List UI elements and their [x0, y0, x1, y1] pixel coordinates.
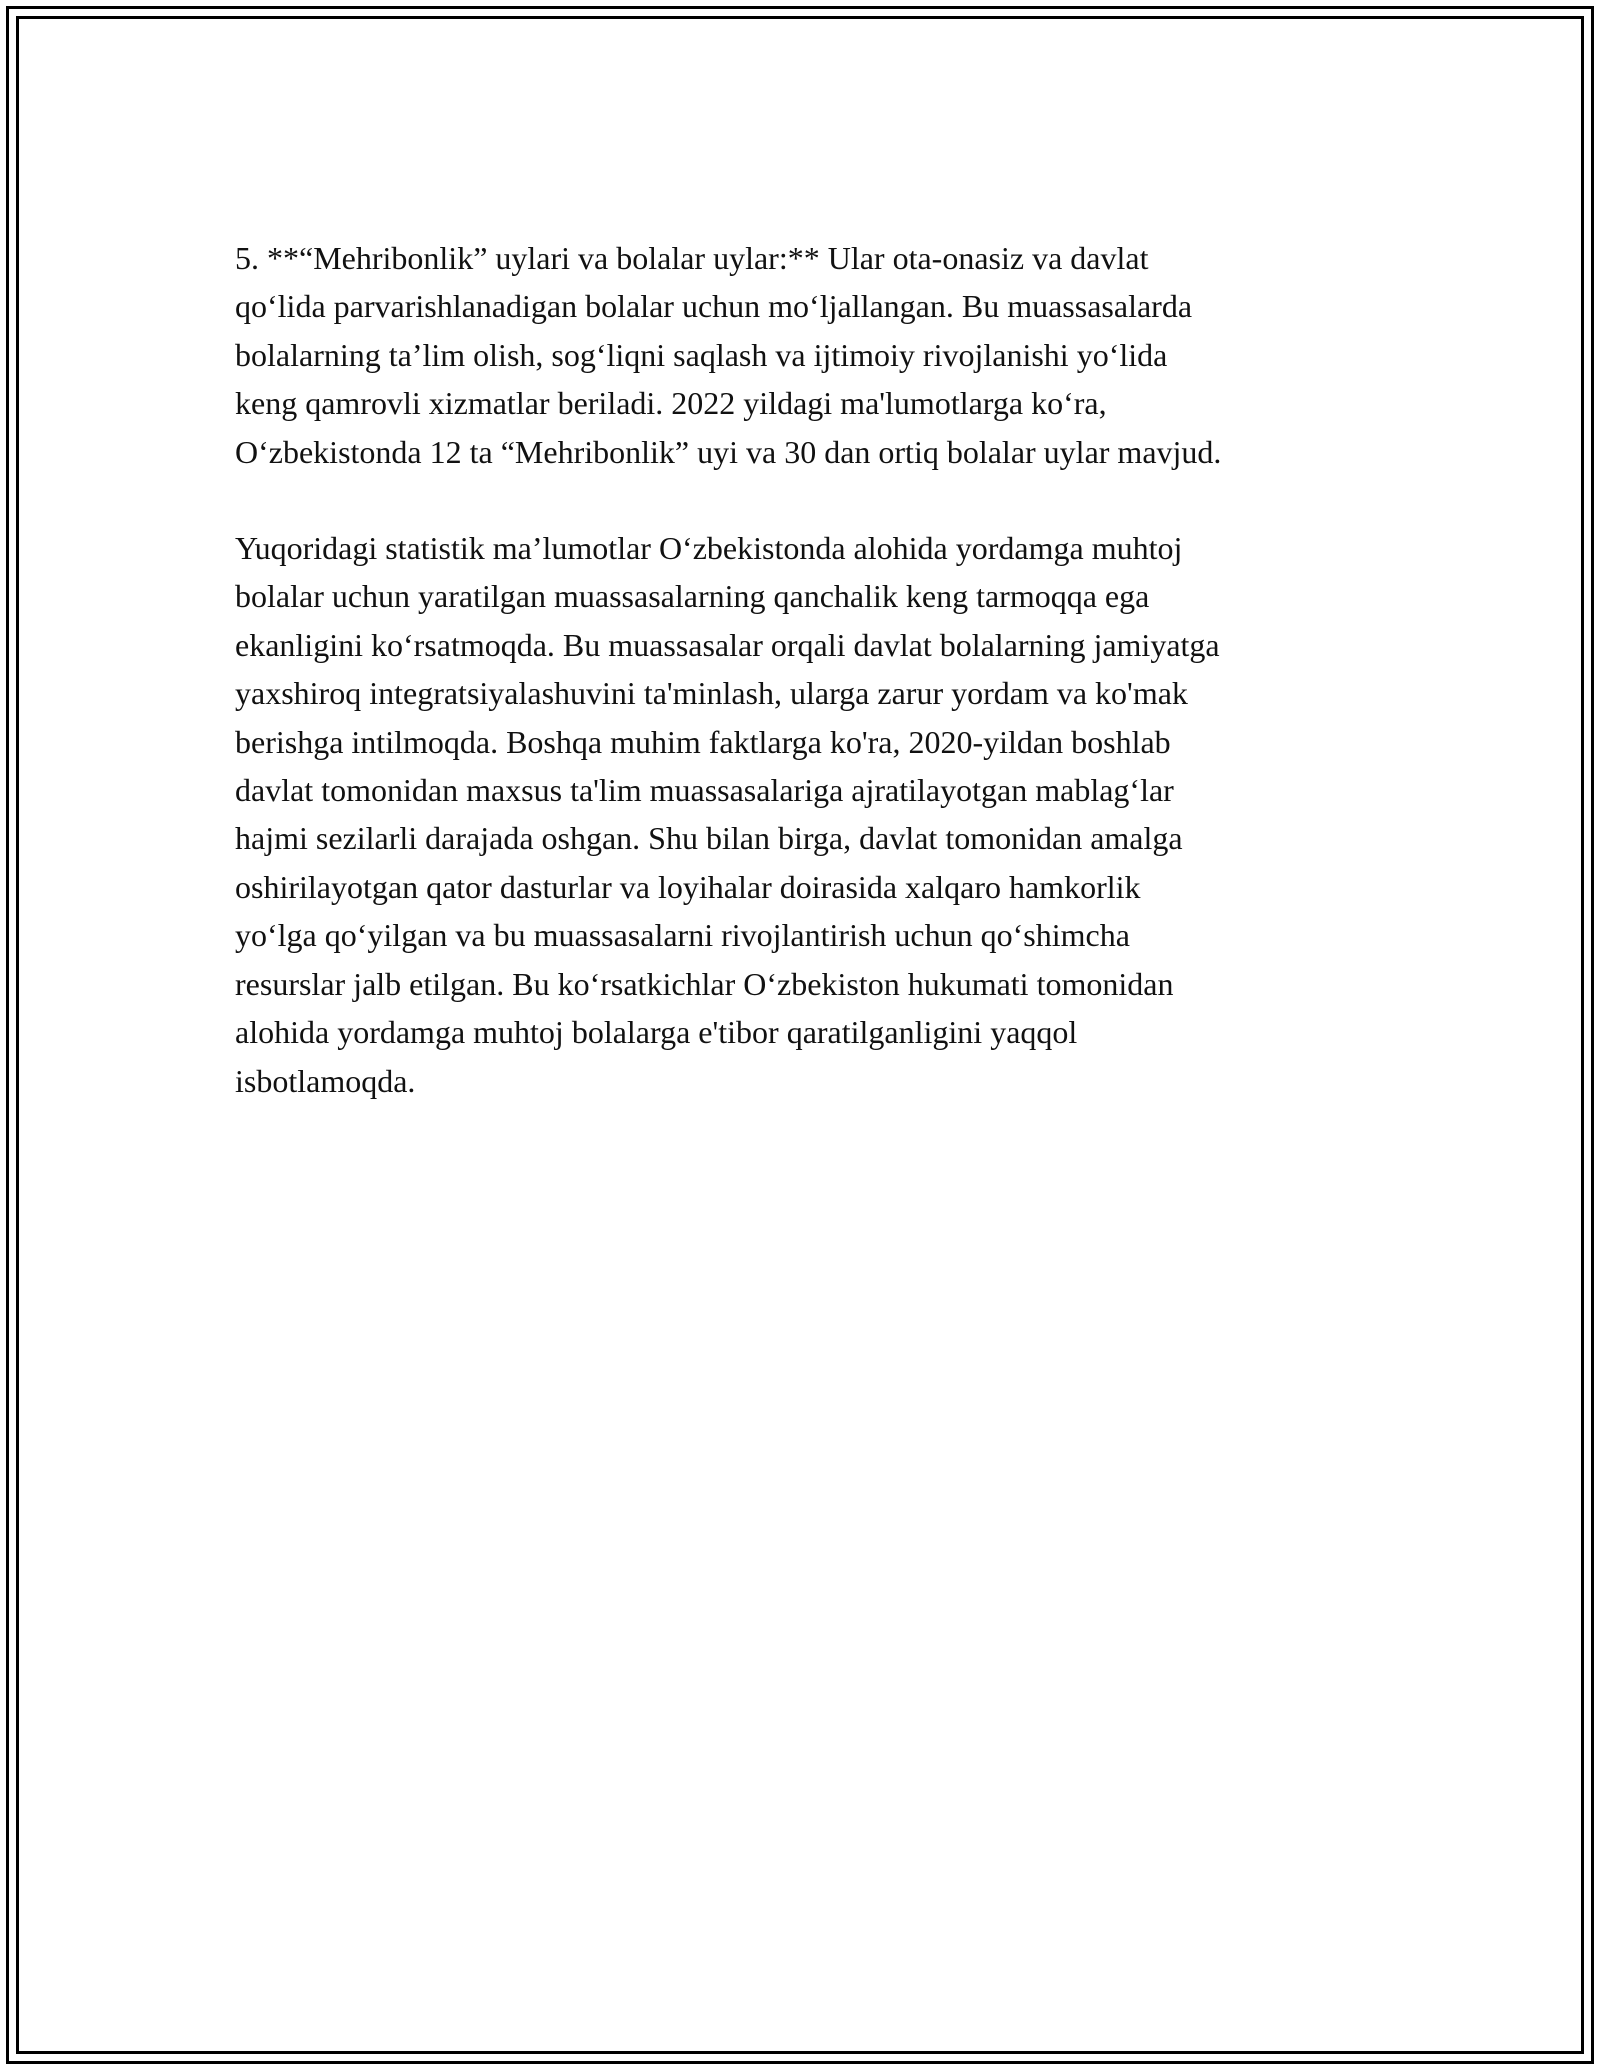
document-body: [235, 234, 1395, 1105]
paragraph-mehribonlik-homes: 5. **“Mehribonlik” uylari va bolalar uylar:** Ular ota-onasiz va davlat qo‘lida parvarishlanadigan bolalar uchun mo‘ljallangan. Bu muassasalarda bolalarning ta’lim olish, sog‘liqni saqlash va ijtimoiy rivojlanishi yo‘lida keng qamrovli xizmatlar beriladi. 2022 yildagi ma'lumotlarga ko‘ra, O‘zbekistonda 12 ta “Mehribonlik” uyi va 30 dan ortiq bolalar uylar mavjud.: [235, 240, 1222, 470]
paragraph-statistics-summary: Yuqoridagi statistik ma’lumotlar O‘zbekistonda alohida yordamga muhtoj bolalar uchun yaratilgan muassasalarning qanchalik keng tarmoqqa ega ekanligini ko‘rsatmoqda. Bu muassasalar orqali davlat bolalarning jamiyatga yaxshiroq integratsiyalashuvini ta'minlash, ularga zarur yordam va ko'mak berishga intilmoqda. Boshqa muhim faktlarga ko'ra, 2020-yildan boshlab davlat tomonidan maxsus ta'lim muassasalariga ajratilayotgan mablag‘lar hajmi sezilarli darajada oshgan. Shu bilan birga, davlat tomonidan amalga oshirilayotgan qator dasturlar va loyihalar doirasida xalqaro hamkorlik yo‘lga qo‘yilgan va bu muassasalarni rivojlantirish uchun qo‘shimcha resurslar jalb etilgan. Bu ko‘rsatkichlar O‘zbekiston hukumati tomonidan alohida yordamga muhtoj bolalarga e'tibor qaratilganligini yaqqol isbotlamoqda.: [235, 530, 1220, 1099]
